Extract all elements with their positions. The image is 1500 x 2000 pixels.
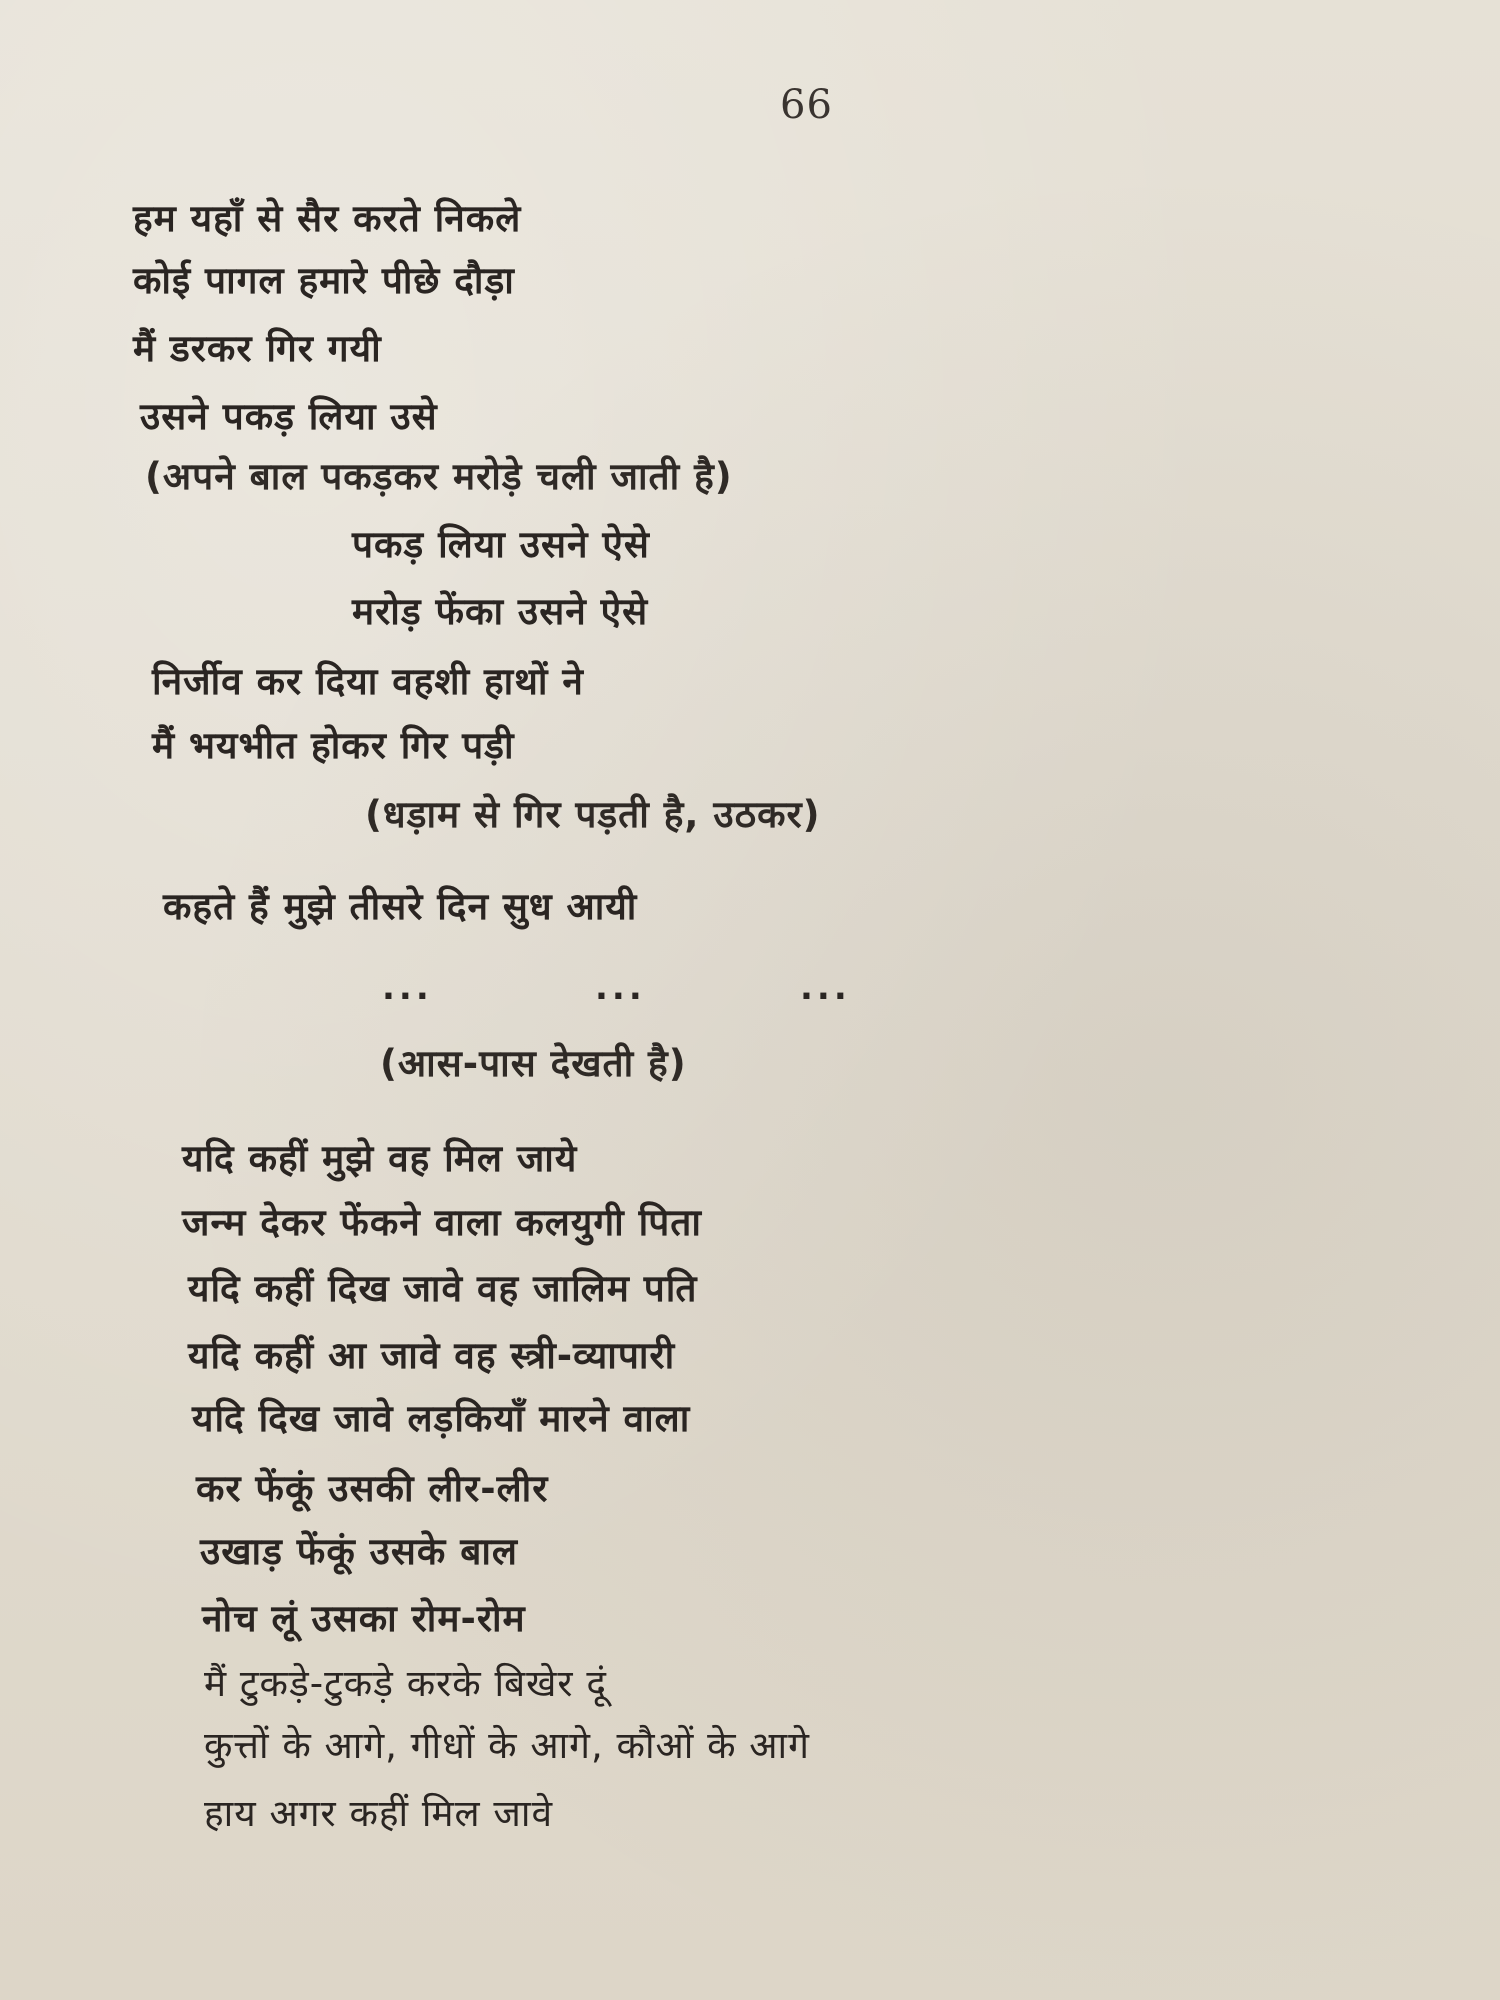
- stage-direction: (धड़ाम से गिर पड़ती है, उठकर): [365, 793, 821, 836]
- verse-line-indented: पकड़ लिया उसने ऐसे: [352, 523, 650, 566]
- ellipsis-row: [0, 968, 1500, 1008]
- stage-direction: (आस-पास देखती है): [380, 1042, 687, 1085]
- verse-line: हाय अगर कहीं मिल जावे: [204, 1792, 554, 1835]
- ellipsis: ...: [800, 968, 851, 1008]
- verse-line: कहते हैं मुझे तीसरे दिन सुध आयी: [163, 885, 638, 928]
- verse-line: यदि कहीं मुझे वह मिल जाये: [182, 1137, 578, 1180]
- stage-direction: (अपने बाल पकड़कर मरोड़े चली जाती है): [145, 455, 733, 498]
- verse-line: मैं भयभीत होकर गिर पड़ी: [152, 724, 515, 767]
- verse-line: यदि कहीं आ जावे वह स्त्री-व्यापारी: [188, 1334, 676, 1377]
- verse-line: नोच लूं उसका रोम-रोम: [202, 1597, 526, 1640]
- verse-line-indented: मरोड़ फेंका उसने ऐसे: [352, 590, 649, 633]
- verse-line: यदि कहीं दिख जावे वह जालिम पति: [188, 1267, 698, 1310]
- verse-line: कोई पागल हमारे पीछे दौड़ा: [133, 259, 515, 302]
- page-number: 66: [780, 82, 833, 128]
- ellipsis: ...: [595, 968, 646, 1008]
- verse-line: जन्म देकर फेंकने वाला कलयुगी पिता: [182, 1201, 702, 1244]
- verse-line: निर्जीव कर दिया वहशी हाथों ने: [152, 660, 584, 703]
- verse-line: कुत्तों के आगे, गीधों के आगे, कौओं के आगे: [204, 1724, 810, 1767]
- verse-line: हम यहाँ से सैर करते निकले: [133, 197, 522, 240]
- ellipsis: ...: [382, 968, 433, 1008]
- verse-line: मैं टुकड़े-टुकड़े करके बिखेर दूं: [204, 1662, 607, 1705]
- verse-line: कर फेंकूं उसकी लीर-लीर: [196, 1467, 549, 1510]
- verse-line: यदि दिख जावे लड़कियाँ मारने वाला: [192, 1397, 691, 1440]
- verse-line: उखाड़ फेंकूं उसके बाल: [200, 1530, 519, 1573]
- verse-line: उसने पकड़ लिया उसे: [140, 395, 438, 438]
- verse-line: मैं डरकर गिर गयी: [133, 327, 382, 370]
